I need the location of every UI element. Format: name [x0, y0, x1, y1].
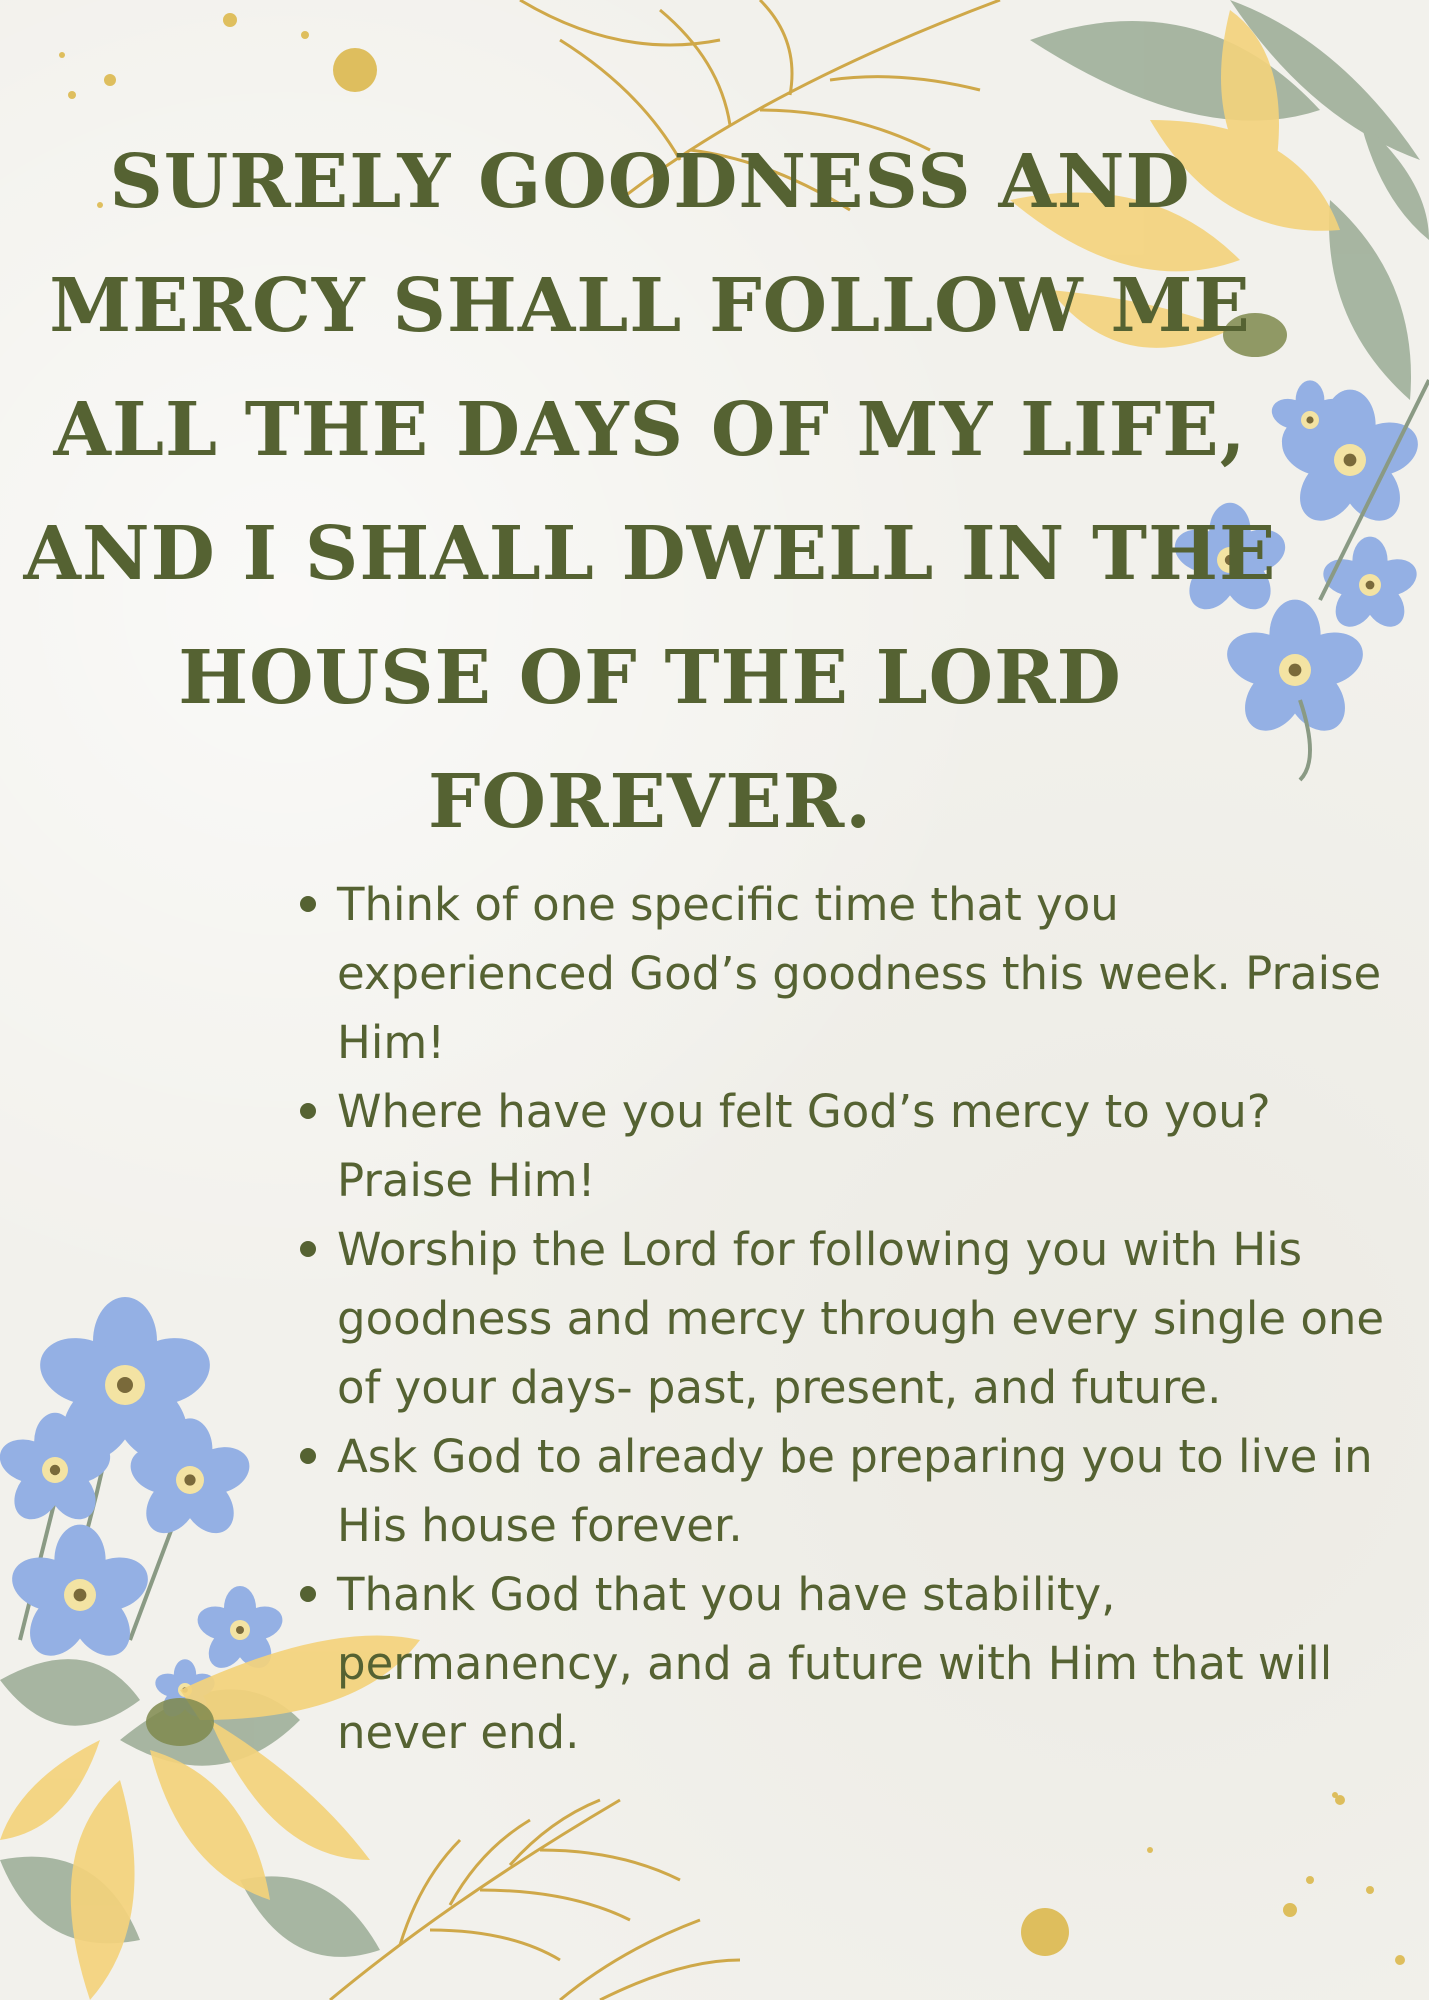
bullet-icon [300, 1241, 316, 1257]
verse-line: HOUSE OF THE LORD [178, 635, 1122, 721]
bullet-icon [300, 1586, 316, 1602]
prompt-text: Think of one specific time that you experienced God’s goodness this week. Praise Him! [337, 878, 1382, 1069]
prompt-text: Where have you felt God’s mercy to you? Praise Him! [337, 1085, 1271, 1207]
prompt-text: Ask God to already be preparing you to live in His house forever. [337, 1430, 1373, 1552]
bullet-icon [300, 1103, 316, 1119]
bullet-icon [300, 1448, 316, 1464]
verse-line: FOREVER. [428, 759, 872, 845]
verse-line: AND I SHALL DWELL IN THE [23, 511, 1277, 597]
prayer-prompt [300, 1077, 1400, 1215]
verse-line: SURELY GOODNESS AND [109, 139, 1191, 225]
prayer-prompt [300, 1215, 1400, 1422]
verse-title [0, 120, 1300, 864]
verse-line: ALL THE DAYS OF MY LIFE, [53, 387, 1247, 473]
bullet-icon [300, 896, 316, 912]
prayer-prompt [300, 1422, 1400, 1560]
prompt-text: Worship the Lord for following you with His goodness and mercy through every single one of your days- past, present, and future. [337, 1223, 1385, 1414]
prayer-prompt [300, 870, 1400, 1077]
verse-line: MERCY SHALL FOLLOW ME [49, 263, 1251, 349]
prayer-prompt [300, 1560, 1400, 1767]
prompt-text: Thank God that you have stability, permanency, and a future with Him that will never end. [337, 1568, 1333, 1759]
prayer-prompts-list [300, 870, 1400, 1767]
